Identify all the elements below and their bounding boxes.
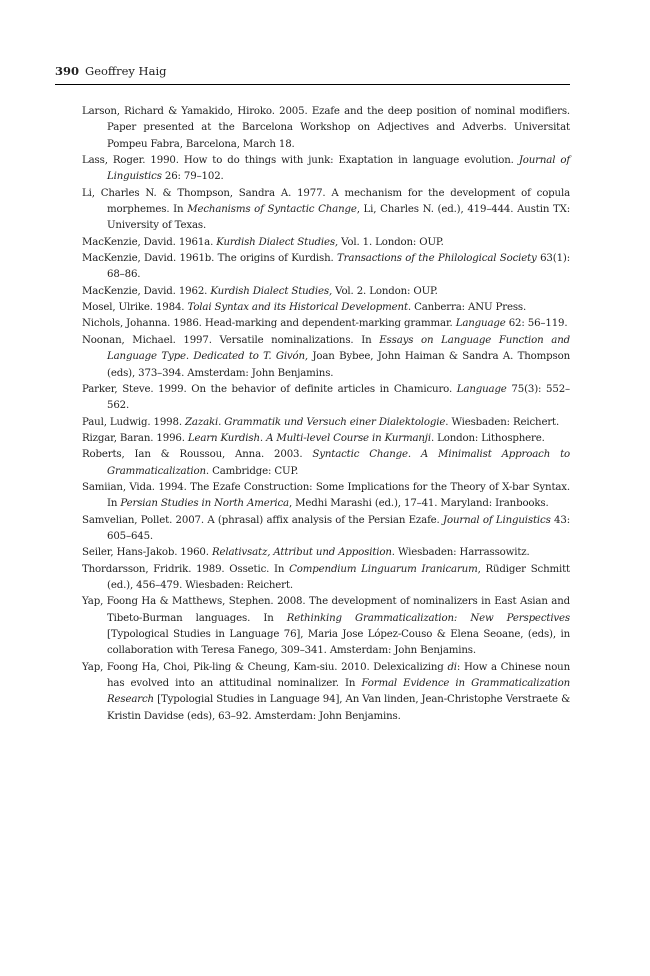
reference-title: Kurdish Dialect Studies, <box>210 285 333 297</box>
reference-text: Larson, Richard & Yamakido, Hiroko. 2005. Ezafe and the deep position of nominal modifiers. Paper presented at the Barcelona Workshop on Adjectives and Adverbs. Universitat Pompeu Fabra, Barcelona, March 18. <box>82 106 570 150</box>
reference-list <box>82 104 570 725</box>
reference-entry <box>82 104 570 153</box>
reference-title: Transactions of the Philological Society <box>337 253 537 265</box>
reference-text: 63(1): 68–86. <box>107 253 571 281</box>
reference-text: 75(3): 552–562. <box>107 383 570 412</box>
reference-text: . Wiesbaden: Harrassowitz. <box>391 547 530 559</box>
reference-entry <box>82 382 570 415</box>
reference-text: [Typologial Studies in Language 94], An Van linden, Jean-Christophe Verstraete & Kristin Davidse (eds), 63–92. Amsterdam: John Benjamins. <box>107 694 570 722</box>
running-head-author: Geoffrey Haig <box>85 64 167 78</box>
reference-text: : How a Chinese noun has evolved into an attitudinal nominalizer. In <box>107 661 571 690</box>
reference-text: 26: 79–102. <box>161 171 224 183</box>
page-number: 390 <box>55 64 80 78</box>
reference-text: Samiian, Vida. 1994. The Ezafe Construction: Some Implications for the Theory of X-bar Syntax. In <box>82 481 570 510</box>
reference-text: 62: 56–119. <box>505 318 568 330</box>
reference-title: Language <box>455 318 506 330</box>
reference-title: Rethinking Grammaticalization: New Perspectives <box>286 612 570 624</box>
reference-text: Joan Bybee, John Haiman & Sandra A. Thompson (eds), 373–394. Amsterdam: John Benjamins. <box>107 351 570 379</box>
reference-text: Li, Charles N. & Thompson, Sandra A. 1977. A mechanism for the development of copula morphemes. In <box>82 187 570 216</box>
reference-title: Mechanisms of Syntactic Change <box>187 204 357 216</box>
reference-entry <box>82 333 570 382</box>
reference-text: , Medhi Marashi (ed.), 17–41. Maryland: Iranbooks. <box>288 498 549 510</box>
reference-text: 43: 605–645. <box>107 514 570 542</box>
reference-title: Compendium Linguarum Iranicarum <box>289 563 478 575</box>
reference-text: Thordarsson, Fridrik. 1989. Ossetic. In <box>82 563 290 575</box>
reference-text: , Li, Charles N. (ed.), 419–444. Austin TX: University of Texas. <box>107 204 570 232</box>
reference-entry <box>82 513 570 546</box>
reference-title: Tolai Syntax and its Historical Development <box>187 302 408 314</box>
reference-text: . Cambridge: CUP. <box>205 465 299 477</box>
reference-text: . Canberra: ANU Press. <box>407 302 527 314</box>
reference-entry <box>82 300 570 316</box>
reference-title: Essays on Language Function and Language Type. Dedicated to T. Givón, <box>107 334 571 363</box>
reference-entry <box>82 153 570 186</box>
reference-entry <box>82 284 570 300</box>
reference-text: Yap, Foong Ha & Matthews, Stephen. 2008. The development of nominalizers in East Asian and Tibeto-Burman languages. In <box>82 596 570 624</box>
reference-text: Noonan, Michael. 1997. Versatile nominalizations. In <box>82 334 380 346</box>
reference-text: MacKenzie, David. 1961b. The origins of Kurdish. <box>82 253 338 265</box>
reference-entry <box>82 480 570 513</box>
reference-title: Formal Evidence in Grammaticalization Research <box>107 678 570 706</box>
reference-title: Zazaki. Grammatik und Versuch einer Dialektologie <box>185 416 446 428</box>
reference-title: di <box>447 661 457 673</box>
reference-entry <box>82 545 570 561</box>
reference-entry <box>82 431 570 447</box>
reference-entry <box>82 316 570 332</box>
reference-entry <box>82 594 570 659</box>
reference-text: . London: Lithosphere. <box>430 432 545 444</box>
reference-title: Syntactic Change. A Minimalist Approach to Grammaticalization <box>107 449 570 477</box>
reference-text: . Wiesbaden: Reichert. <box>445 416 560 428</box>
reference-entry <box>82 562 570 595</box>
reference-text: Paul, Ludwig. 1998. <box>82 416 185 428</box>
reference-text: Samvelian, Pollet. 2007. A (phrasal) affix analysis of the Persian Ezafe. <box>82 514 444 526</box>
reference-text: Nichols, Johanna. 1986. Head-marking and dependent-marking grammar. <box>82 318 456 330</box>
reference-text: MacKenzie, David. 1961a. <box>82 236 217 248</box>
reference-text: Rizgar, Baran. 1996. <box>82 432 188 444</box>
reference-text: MacKenzie, David. 1962. <box>82 285 211 297</box>
reference-text: Mosel, Ulrike. 1984. <box>82 302 188 314</box>
reference-text: [Typological Studies in Language 76], Maria Jose López-Couso & Elena Seoane, (eds), in collaboration with Teresa Fanego, 309–341. Amsterdam: John Benjamins. <box>107 629 570 657</box>
reference-text: , Rüdiger Schmitt (ed.), 456–479. Wiesbaden: Reichert. <box>107 563 570 591</box>
reference-text: Vol. 1. London: OUP. <box>338 236 444 248</box>
reference-title: Kurdish Dialect Studies, <box>216 236 339 248</box>
reference-text: Seiler, Hans-Jakob. 1960. <box>82 547 212 559</box>
reference-title: Language <box>456 383 507 395</box>
reference-text: Parker, Steve. 1999. On the behavior of definite articles in Chamicuro. <box>82 383 457 395</box>
reference-text: Vol. 2. London: OUP. <box>332 285 438 297</box>
reference-entry <box>82 660 570 725</box>
reference-entry <box>82 235 570 251</box>
reference-text: Roberts, Ian & Roussou, Anna. 2003. <box>82 449 313 461</box>
reference-title: Journal of Linguistics <box>443 514 551 526</box>
reference-title: Persian Studies in North America <box>120 498 289 510</box>
reference-title: Journal of Linguistics <box>107 155 570 183</box>
reference-entry <box>82 186 570 235</box>
reference-entry <box>82 447 570 480</box>
reference-text: Yap, Foong Ha, Choi, Pik-ling & Cheung, Kam-siu. 2010. Delexicalizing <box>82 661 448 673</box>
reference-title: Learn Kurdish. A Multi-level Course in Kurmanji <box>187 432 431 444</box>
reference-text: Lass, Roger. 1990. How to do things with junk: Exaptation in language evolution. <box>82 155 519 167</box>
reference-entry <box>82 415 570 431</box>
reference-title: Relativsatz, Attribut und Apposition <box>211 547 392 559</box>
running-head <box>55 63 570 85</box>
reference-entry <box>82 251 570 284</box>
